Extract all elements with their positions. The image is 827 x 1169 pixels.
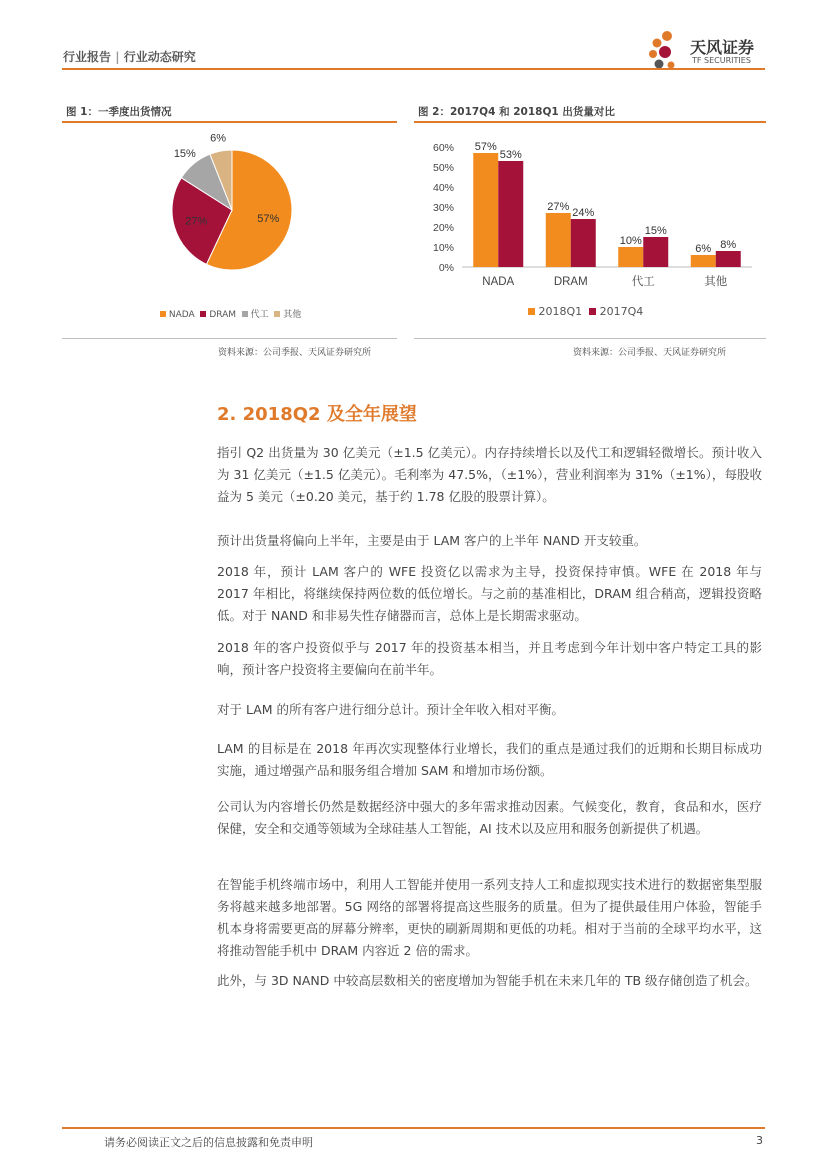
bar-data-label: 8% (720, 239, 737, 251)
y-tick-label: 60% (432, 142, 454, 154)
paragraph-wfe: 2018 年，预计 LAM 客户的 WFE 投资亿以需求为主导，投资保持审慎。WFE 在 2018 年与 2017 年相比，将继续保持两位数的低位增长。与之前的基准相比，DRAM 组合稍高，逻辑投资略低。对于 NAND 和非易失性存储器而言，总体上是长期需求驱动。 (217, 564, 762, 623)
header-rule (62, 68, 765, 70)
x-tick-label: NADA (482, 276, 515, 288)
header-left: 行业报告 | 行业动态研究 (63, 50, 196, 64)
figure2-title: 图 2：2017Q4 和 2018Q1 出货量对比 (418, 106, 615, 118)
bar-2018Q1-其他 (691, 255, 716, 267)
bar-2017Q4-NADA (498, 161, 523, 267)
logo-en: TF SECURITIES (692, 56, 751, 65)
pie-chart (62, 125, 397, 330)
x-tick-label: DRAM (553, 276, 588, 288)
x-tick-label: 代工 (631, 276, 655, 288)
x-tick-label: 其他 (704, 276, 728, 288)
paragraph-lam-target: LAM 的目标是在 2018 年再次实现整体行业增长，我们的重点是通过我们的近期和长期目标成功实施，通过增强产品和服务组合增加 SAM 和增加市场份额。 (217, 741, 762, 778)
y-tick-label: 30% (432, 202, 454, 214)
paragraph-customer-invest: 2018 年的客户投资似乎与 2017 年的投资基本相当，并且考虑到今年计划中客户特定工具的影响，预计客户投资将主要偏向在前半年。 (217, 640, 762, 677)
paragraph-revenue-balance: 对于 LAM 的所有客户进行细分总计。预计全年收入相对平衡。 (217, 702, 565, 717)
paragraph-content-growth: 公司认为内容增长仍然是数据经济中强大的多年需求推动因素。气候变化，教育，食品和水，医疗保健，安全和交通等领域为全球硅基人工智能，AI 技术以及应用和服务创新提供了机遇。 (217, 799, 762, 836)
y-tick-label: 10% (432, 242, 454, 254)
legend-swatch-foundry (242, 311, 248, 317)
pie-data-label: 15% (173, 147, 196, 160)
legend-swatch-nada (160, 311, 166, 317)
legend-swatch-other (274, 311, 280, 317)
figure2-source: 资料来源：公司季报、天风证券研究所 (573, 348, 727, 358)
y-tick-label: 50% (432, 162, 454, 174)
figure1-source: 资料来源：公司季报、天风证券研究所 (218, 348, 372, 358)
bar-data-label: 6% (695, 243, 712, 255)
footer-rule (62, 1127, 765, 1129)
y-tick-label: 20% (432, 222, 454, 234)
paragraph-smartphone: 在智能手机终端市场中，利用人工智能并使用一系列支持人工和虚拟现实技术进行的数据密集型服务将越来越多地部署。5G 网络的部署将提高这些服务的质量。但为了提供最佳用户体验，智能手机本身将需要更高的屏幕分辨率，更快的刷新周期和更低的功耗。相对于当前的全球平均水平，这将推动智能手机中 DRAM 内容近 2 倍的需求。 (217, 877, 762, 958)
bar-chart (414, 125, 766, 330)
pie-data-label: 57% (257, 213, 280, 226)
pie-legend: NADA DRAM 代工 其他 (160, 307, 301, 320)
figure1-top-rule (62, 121, 397, 123)
bar-data-label: 15% (644, 225, 667, 237)
figure1-title: 图 1：一季度出货情况 (66, 106, 172, 118)
legend-swatch-2017q4 (589, 308, 596, 315)
paragraph-guidance: 指引 Q2 出货量为 30 亿美元（±1.5 亿美元）。内存持续增长以及代工和逻辑轻微增长。预计收入为 31 亿美元（±1.5 亿美元）。毛利率为 47.5%，（±1%），营业利润率为 31%（±1%），每股收益为 5 美元（±0.20 美元，基于约 1.78 亿股的股票计算）。 (217, 445, 762, 504)
bar-2018Q1-DRAM (546, 213, 571, 267)
bar-data-label: 24% (572, 207, 595, 219)
figure2-top-rule (414, 121, 766, 123)
logo-cn: 天风证券 (690, 38, 755, 57)
y-tick-label: 0% (438, 262, 454, 274)
bar-data-label: 27% (547, 201, 570, 213)
pie-data-label: 6% (210, 132, 227, 145)
bar-2018Q1-NADA (473, 153, 498, 267)
legend-swatch-dram (200, 311, 206, 317)
paragraph-shipment-bias: 预计出货量将偏向上半年，主要是由于 LAM 客户的上半年 NAND 开支较重。 (217, 533, 647, 548)
bar-legend: 2018Q1 2017Q4 (528, 305, 643, 318)
bar-2017Q4-代工 (643, 237, 668, 267)
bar-2017Q4-其他 (716, 251, 741, 267)
paragraph-3d-nand: 此外，与 3D NAND 中较高层数相关的密度增加为智能手机在未来几年的 TB 级存储创造了机会。 (217, 973, 758, 988)
legend-swatch-2018q1 (528, 308, 535, 315)
bar-2017Q4-DRAM (571, 219, 596, 267)
footer-disclaimer: 请务必阅读正文之后的信息披露和免责申明 (104, 1136, 313, 1149)
y-tick-label: 40% (432, 182, 454, 194)
logo-mark-icon (647, 30, 687, 72)
pie-data-label: 27% (185, 215, 208, 228)
page-number: 3 (756, 1134, 763, 1147)
bar-data-label: 10% (619, 235, 642, 247)
section-title: 2. 2018Q2 及全年展望 (217, 404, 417, 425)
figure1-bottom-rule (62, 338, 397, 339)
bar-data-label: 57% (474, 141, 497, 153)
bar-data-label: 53% (499, 149, 522, 161)
figure2-bottom-rule (414, 338, 766, 339)
bar-2018Q1-代工 (618, 247, 643, 267)
